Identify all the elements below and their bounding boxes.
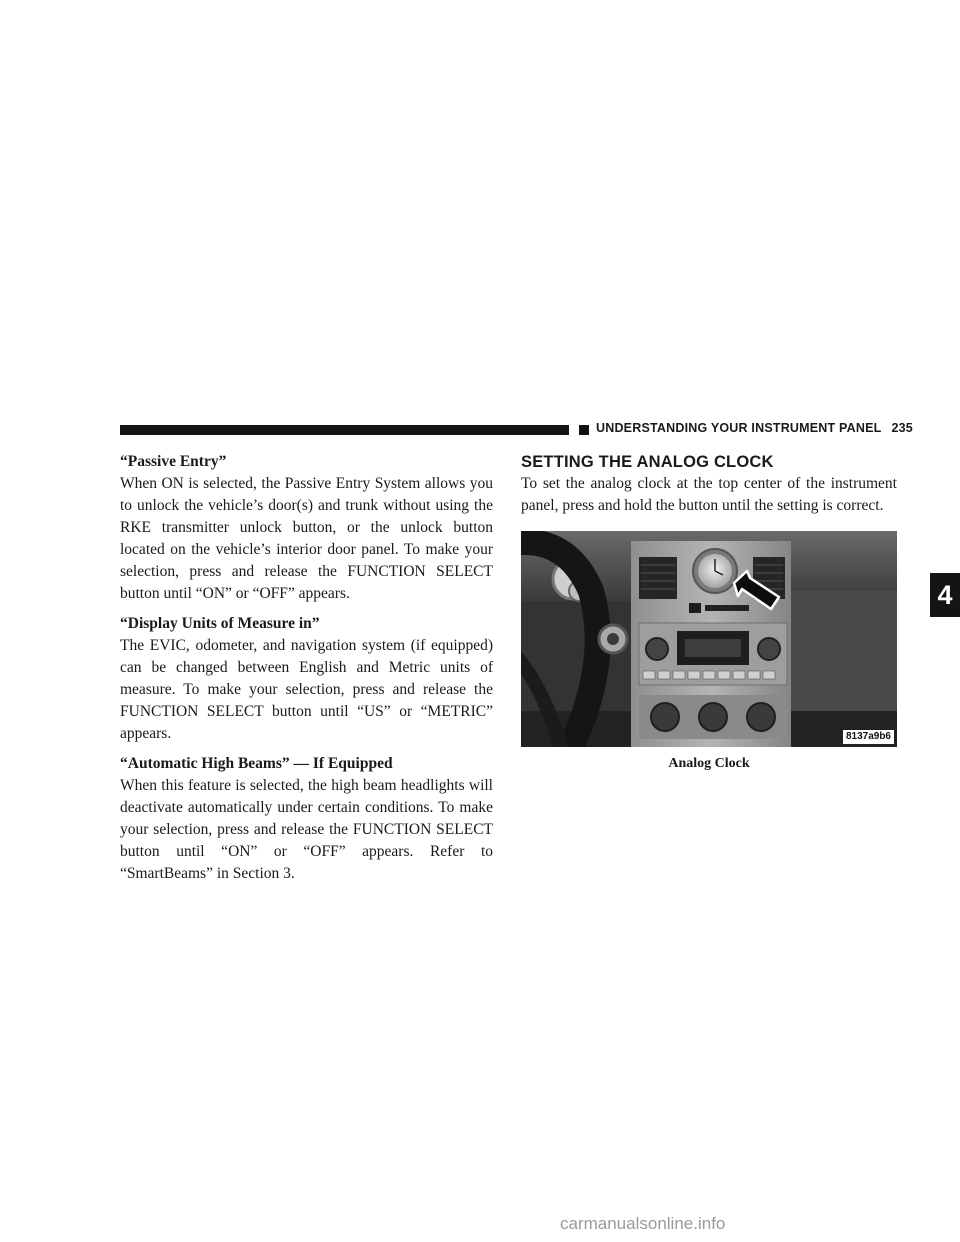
running-header (596, 421, 913, 435)
analog-clock-text: To set the analog clock at the top center of the instrument panel, press and hold the button until the setting is correct. (521, 475, 897, 514)
passive-entry-text: When ON is selected, the Passive Entry System allows you to unlock the vehicle’s door(s) and trunk without using the RKE transmitter unlock button, or the unlock button located on the vehicle’s interior door panel. To make your selection, press and release the FUNCTION SELECT button until “ON” or “OFF” appears. (120, 475, 493, 602)
section-title: UNDERSTANDING YOUR INSTRUMENT PANEL (596, 421, 882, 435)
analog-clock-heading: SETTING THE ANALOG CLOCK (521, 453, 774, 471)
figure-code: 8137a9b6 (842, 729, 895, 745)
watermark: carmanualsonline.info (560, 1214, 726, 1233)
header-marker (579, 425, 589, 435)
figure-caption: Analog Clock (668, 756, 750, 771)
page-number: 235 (891, 421, 913, 435)
header-rule (120, 425, 569, 435)
units-of-measure-heading: “Display Units of Measure in” (120, 615, 320, 632)
high-beams-text: When this feature is selected, the high beam headlights will deactivate automatically under certain conditions. To make your selection, press and release the FUNCTION SELECT button until “ON” or “OFF” appears. Refer to “SmartBeams” in Section 3. (120, 777, 493, 882)
left-column (120, 451, 493, 885)
units-of-measure-text: The EVIC, odometer, and navigation system (if equipped) can be changed between English and Metric units of measure. To make your selection, press and release the FUNCTION SELECT button until “US” or “METRIC” appears. (120, 637, 493, 742)
passive-entry-heading: “Passive Entry” (120, 453, 227, 470)
chapter-tab: 4 (930, 573, 960, 617)
right-column (521, 451, 897, 517)
dashboard-illustration (521, 531, 897, 747)
analog-clock-figure (521, 531, 897, 747)
high-beams-heading: “Automatic High Beams” — If Equipped (120, 755, 393, 772)
